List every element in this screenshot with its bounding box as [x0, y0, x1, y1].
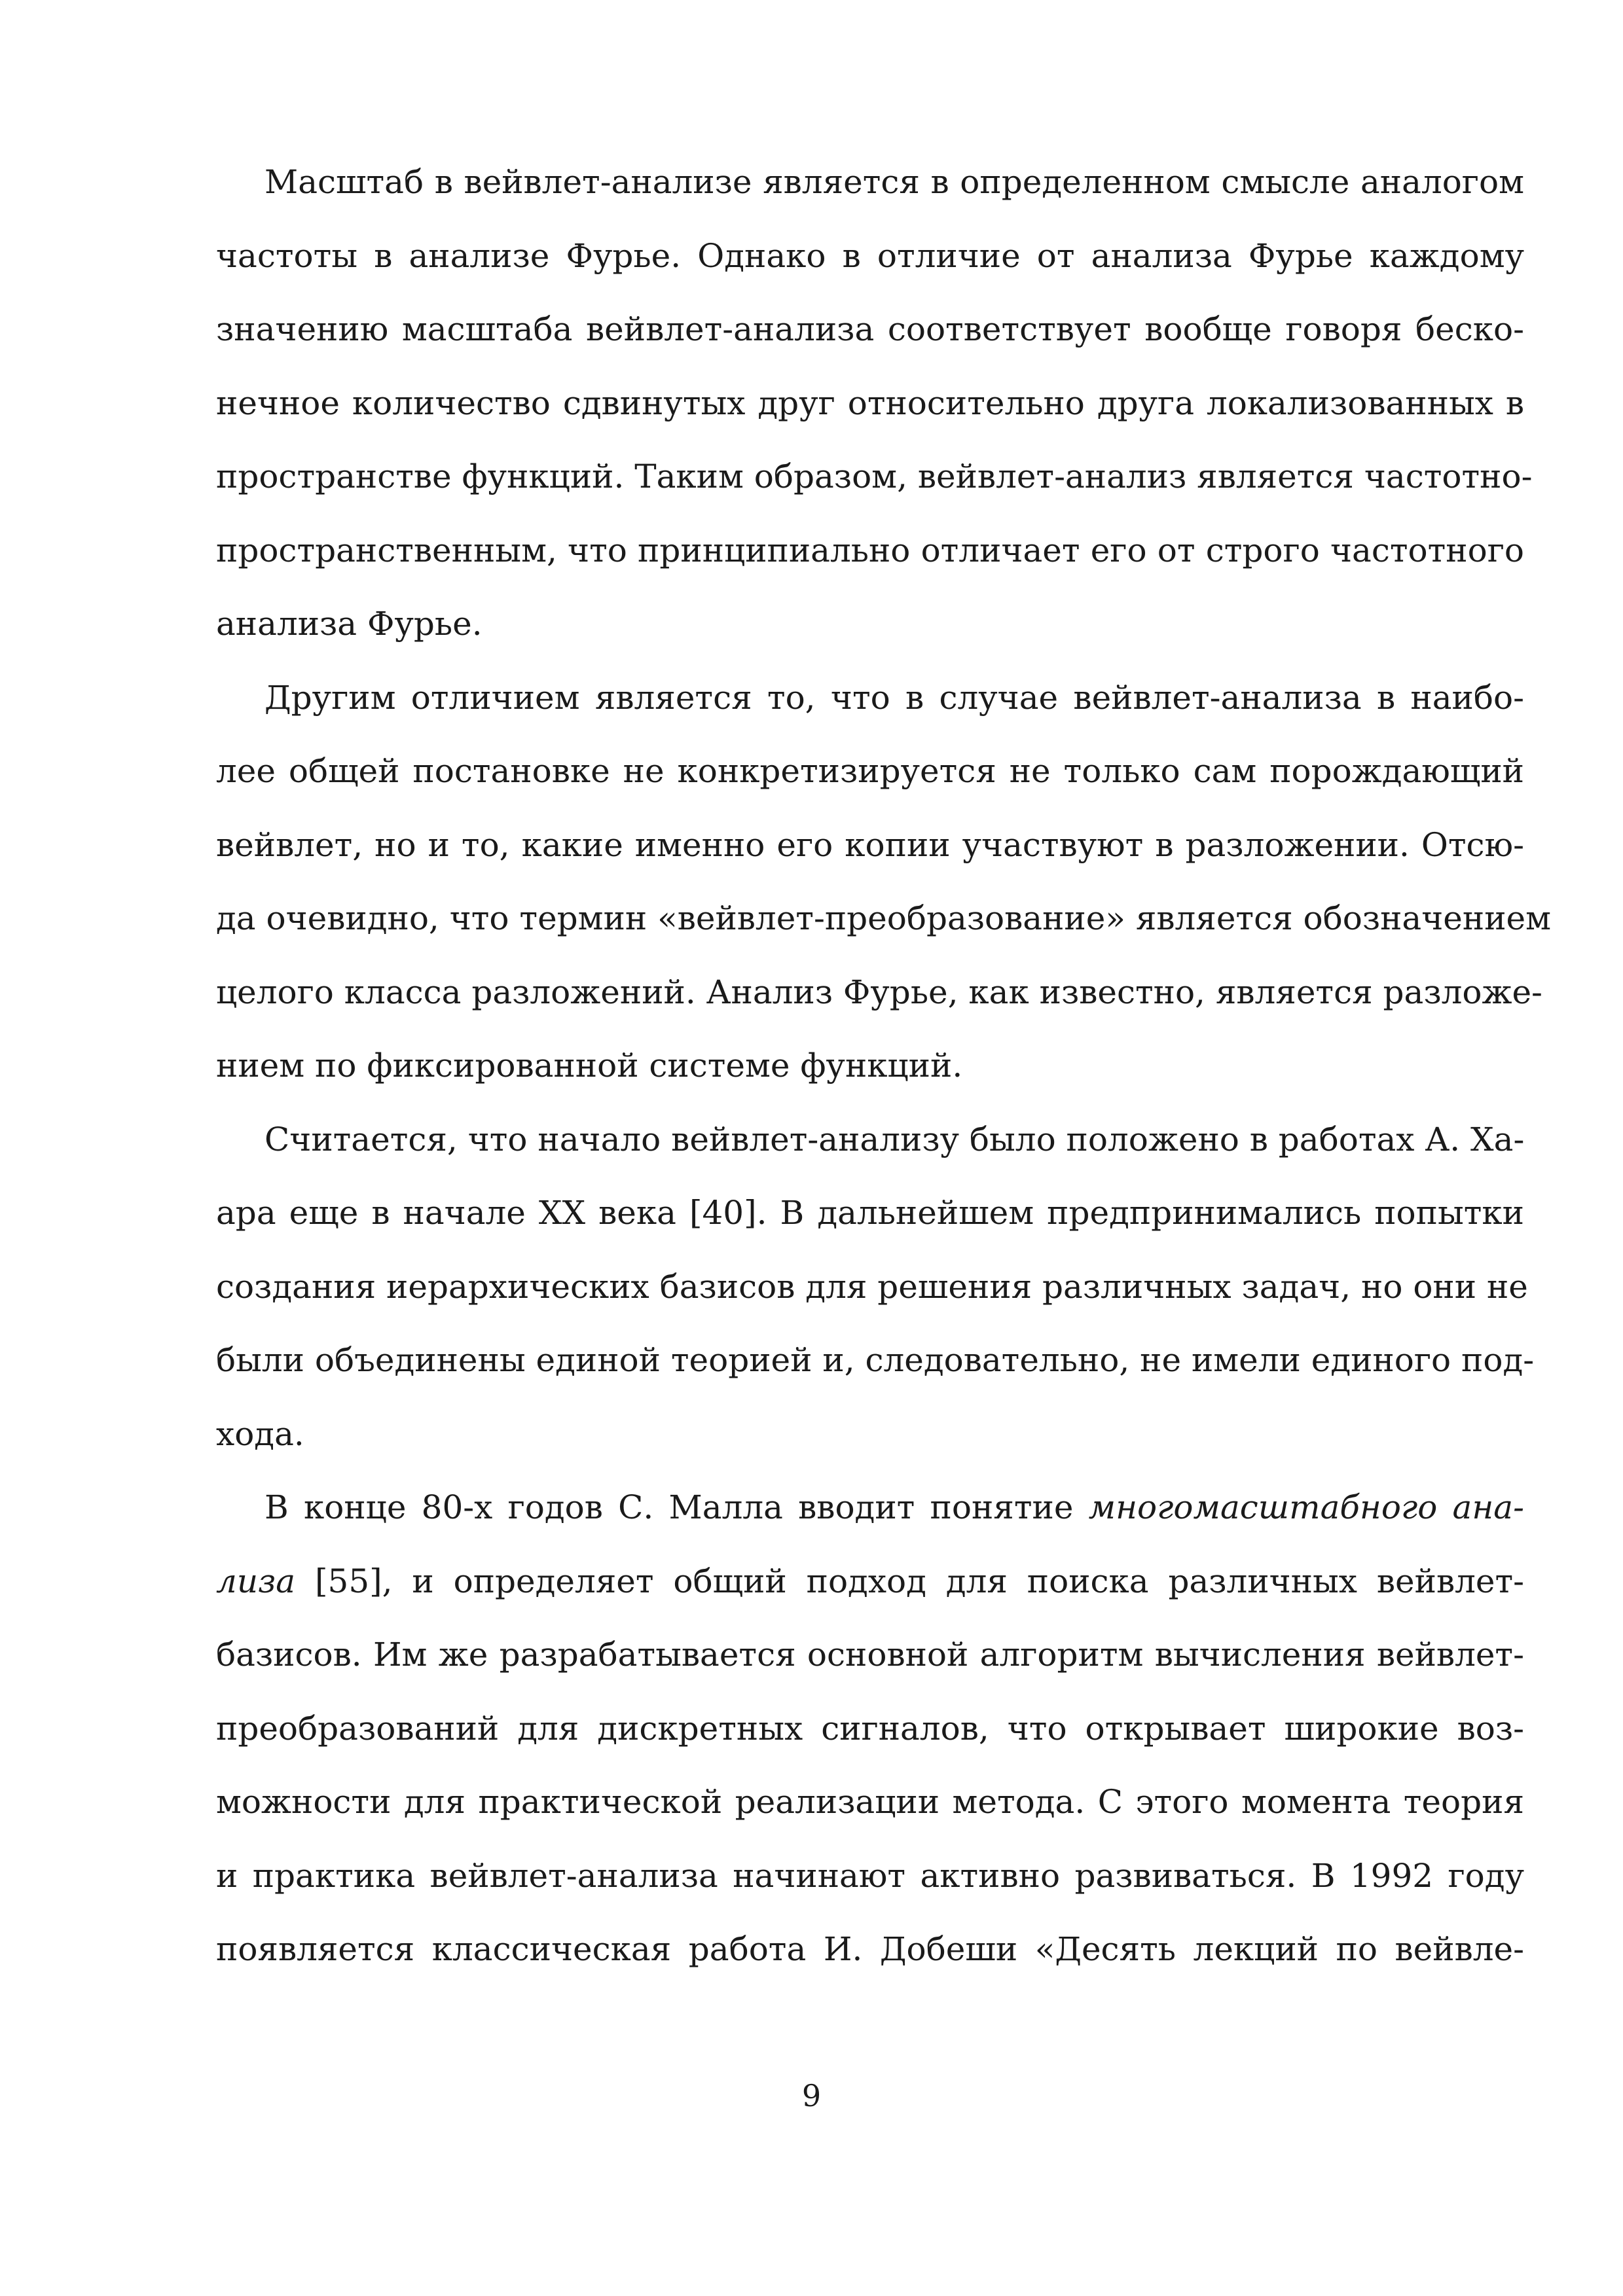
- text-line: ара еще в начале XX века [40]. В дальнейшем предпринимались попытки: [216, 1194, 1524, 1232]
- text-line: значению масштаба вейвлет-анализа соответствует вообще говоря беско-: [216, 310, 1524, 348]
- text-segment: [55], и определяет общий подход для поиска различных вейвлет-: [295, 1562, 1524, 1600]
- text-line: Считается, что начало вейвлет-анализу было положено в работах А. Ха-: [264, 1120, 1525, 1158]
- text-line: были объединены единой теорией и, следовательно, не имели единого под-: [216, 1341, 1535, 1379]
- italic-term: лиза: [216, 1562, 296, 1600]
- text-line: да очевидно, что термин «вейвлет-преобразование» является обозначением: [216, 899, 1552, 937]
- italic-term: многомасштабного ана-: [1088, 1488, 1525, 1526]
- text-line: пространстве функций. Таким образом, вейвлет-анализ является частотно-: [216, 457, 1533, 495]
- text-line: частоты в анализе Фурье. Однако в отличие от анализа Фурье каждому: [216, 236, 1524, 275]
- text-line: пространственным, что принципиально отличает его от строго частотного: [216, 531, 1524, 569]
- text-line: [216, 1471, 1524, 1545]
- paragraph-scale-analogy: [216, 145, 1533, 661]
- text-line: вейвлет, но и то, какие именно его копии участвуют в разложении. Отсю-: [216, 825, 1524, 864]
- text-line: базисов. Им же разрабатывается основной алгоритм вычисления вейвлет-: [216, 1636, 1524, 1674]
- paragraph-other-difference: [216, 661, 1552, 1103]
- text-line: Другим отличием является то, что в случае вейвлет-анализа в наибо-: [264, 678, 1524, 717]
- paragraph-mallat: [216, 1471, 1524, 1986]
- text-line: создания иерархических базисов для решения различных задач, но они не: [216, 1267, 1528, 1306]
- text-line: можности для практической реализации метода. С этого момента теория: [216, 1783, 1524, 1821]
- text-line: [216, 1545, 1524, 1619]
- page-number: 9: [801, 2078, 822, 2113]
- text-line: нием по фиксированной системе функций.: [216, 1047, 963, 1085]
- text-line: нечное количество сдвинутых друг относительно друга локализованных в: [216, 384, 1524, 422]
- text-line: лее общей постановке не конкретизируется не только сам порождающий: [216, 752, 1524, 790]
- text-line: целого класса разложений. Анализ Фурье, как известно, является разложе-: [216, 973, 1542, 1011]
- document-body: [216, 145, 1552, 2109]
- text-line: анализа Фурье.: [216, 605, 483, 643]
- text-line: появляется классическая работа И. Добеши «Десять лекций по вейвле-: [216, 1930, 1524, 1968]
- text-line: Масштаб в вейвлет-анализе является в определенном смысле аналогом: [264, 163, 1524, 201]
- text-line: хода.: [216, 1414, 304, 1453]
- text-segment: В конце 80-х годов С. Малла вводит понятие: [264, 1488, 1089, 1526]
- text-line: преобразований для дискретных сигналов, что открывает широкие воз-: [216, 1709, 1524, 1748]
- text-line: и практика вейвлет-анализа начинают активно развиваться. В 1992 году: [216, 1856, 1524, 1895]
- paragraph-haar-history: [216, 1103, 1535, 1471]
